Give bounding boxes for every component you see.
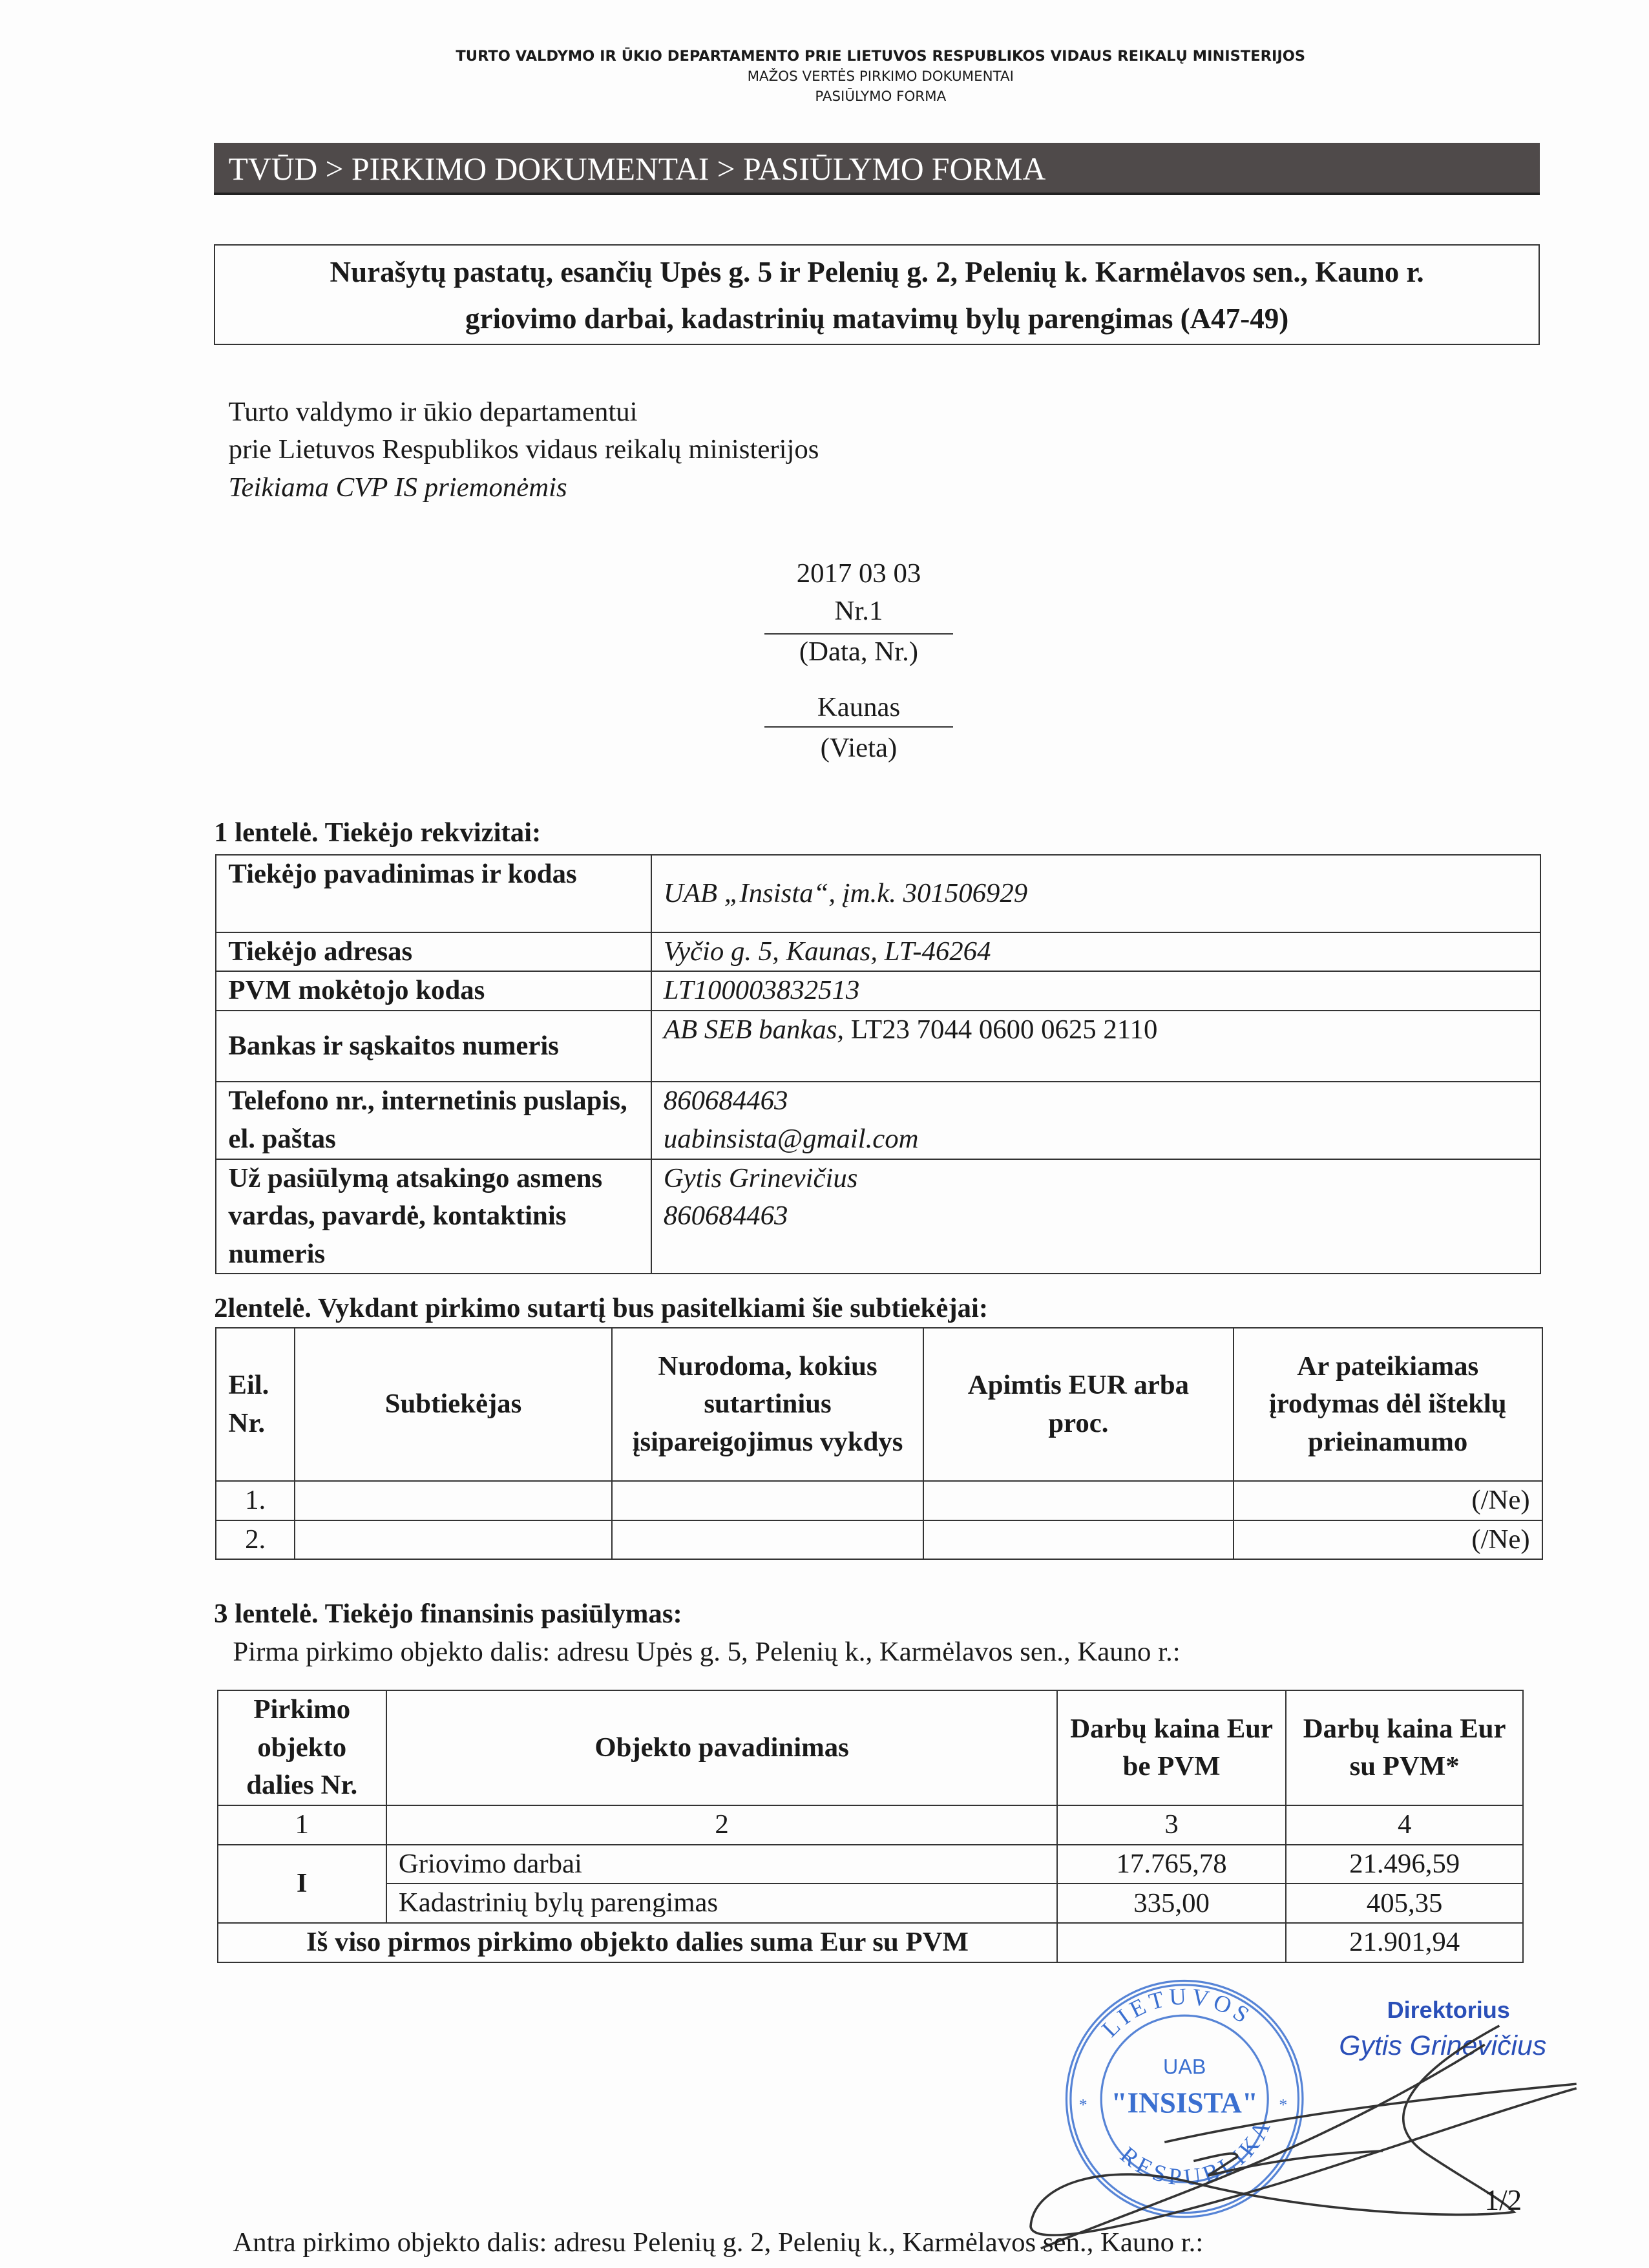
date-caption: (Data, Nr.) <box>799 636 919 667</box>
addressee-line-3: Teikiama CVP IS priemonėmis <box>228 472 567 503</box>
header-cell: Pirkimo objekto dalies Nr. <box>218 1690 386 1805</box>
header-cell: Darbų kaina Eur su PVM* <box>1286 1690 1523 1805</box>
total-value: 21.901,94 <box>1286 1923 1523 1962</box>
stamp-uab: UAB <box>1163 2055 1206 2079</box>
table-row <box>216 971 1540 1011</box>
column-number-row <box>218 1805 1524 1845</box>
row-label: Tiekėjo adresas <box>216 932 651 972</box>
contact-name: Gytis Grinevičius <box>663 1162 858 1193</box>
table-header-row <box>216 1328 1542 1481</box>
table-row <box>216 1481 1542 1520</box>
row-value <box>651 1082 1541 1159</box>
table3-subtitle: Pirma pirkimo objekto dalis: adresu Upės g. 5, Pelenių k., Karmėlavos sen., Kauno r.: <box>233 1636 1181 1667</box>
title-line-1: Nurašytų pastatų, esančių Upės g. 5 ir Pelenių g. 2, Pelenių k. Karmėlavos sen., Kauno r. <box>330 255 1424 288</box>
total-row <box>218 1923 1524 1962</box>
row-value: LT100003832513 <box>651 971 1541 1011</box>
contact-phone: 860684463 <box>663 1201 788 1232</box>
header-cell: Ar pateikiamas įrodymas dėl išteklų prieinamumo <box>1234 1328 1542 1481</box>
row-number: 1. <box>216 1481 295 1520</box>
header-line-2: MAŽOS VERTĖS PIRKIMO DOKUMENTAI <box>747 68 1014 85</box>
table-row <box>218 1845 1524 1884</box>
stamp-star: * <box>1079 2095 1088 2114</box>
stamp-name: "INSISTA" <box>1111 2086 1259 2119</box>
row-number: 2. <box>216 1520 295 1560</box>
cell <box>1057 1923 1286 1962</box>
supplier-details-table <box>215 854 1541 1274</box>
table3-caption: 3 lentelė. Tiekėjo finansinis pasiūlymas: <box>214 1599 682 1630</box>
header-cell: Darbų kaina Eur be PVM <box>1057 1690 1286 1805</box>
row-value <box>651 1159 1541 1274</box>
header-cell: Nurodoma, kokius sutartinius įsipareigojimus vykdys <box>612 1328 923 1481</box>
part-number: I <box>218 1845 386 1924</box>
place-value: Kaunas <box>817 691 901 722</box>
second-part-title: Antra pirkimo objekto dalis: adresu Pelenių g. 2, Pelenių k., Karmėlavos sen., Kauno r.: <box>233 2227 1204 2258</box>
table-row <box>218 1884 1524 1923</box>
signatory-name: Gytis Grinevičius <box>1339 2030 1547 2062</box>
table-row <box>216 1082 1540 1159</box>
signatory-title: Direktorius <box>1387 1997 1510 2024</box>
price-net: 335,00 <box>1057 1884 1286 1923</box>
col-number: 4 <box>1286 1805 1523 1845</box>
proof-cell: (/Ne) <box>1234 1481 1542 1520</box>
page-number: 1/2 <box>1484 2183 1522 2216</box>
cell <box>295 1481 612 1520</box>
handwritten-signature <box>1019 2008 1630 2256</box>
header-line-1: TURTO VALDYMO IR ŪKIO DEPARTAMENTO PRIE LIETUVOS RESPUBLIKOS VIDAUS REIKALŲ MINISTERIJOS <box>456 48 1306 65</box>
subcontractors-table <box>215 1327 1542 1560</box>
addressee-line-1: Turto valdymo ir ūkio departamentui <box>228 396 638 427</box>
table-row <box>216 932 1540 972</box>
total-label: Iš viso pirmos pirkimo objekto dalies suma Eur su PVM <box>218 1923 1058 1962</box>
date-value: 2017 03 03 <box>796 558 921 589</box>
price-net: 17.765,78 <box>1057 1845 1286 1884</box>
cell <box>612 1520 923 1560</box>
table-row <box>216 1520 1542 1560</box>
divider <box>764 633 954 635</box>
header-cell: Eil. Nr. <box>216 1328 295 1481</box>
place-caption: (Vieta) <box>820 733 898 763</box>
document-title <box>214 244 1540 344</box>
breadcrumb: TVŪD > PIRKIMO DOKUMENTAI > PASIŪLYMO FORMA <box>214 143 1540 195</box>
object-name: Griovimo darbai <box>386 1845 1057 1884</box>
table-row <box>216 1159 1540 1274</box>
cell <box>295 1520 612 1560</box>
table2-caption: 2lentelė. Vykdant pirkimo sutartį bus pasitelkiami šie subtiekėjai: <box>214 1293 989 1324</box>
doc-number: Nr.1 <box>834 596 883 627</box>
bank-name: AB SEB bankas, <box>663 1014 845 1045</box>
header-cell: Objekto pavadinimas <box>386 1690 1057 1805</box>
divider <box>764 726 954 728</box>
row-label: Tiekėjo pavadinimas ir kodas <box>216 855 651 932</box>
table1-caption: 1 lentelė. Tiekėjo rekvizitai: <box>214 817 541 848</box>
object-name: Kadastrinių bylų parengimas <box>386 1884 1057 1923</box>
row-label: PVM mokėtojo kodas <box>216 971 651 1011</box>
title-line-2: griovimo darbai, kadastrinių matavimų bylų parengimas (A47-49) <box>465 302 1289 335</box>
bank-account: LT23 7044 0600 0625 2110 <box>844 1014 1158 1045</box>
row-value: Vyčio g. 5, Kaunas, LT-46264 <box>651 932 1541 972</box>
addressee-line-2: prie Lietuvos Respublikos vidaus reikalų ministerijos <box>228 434 819 465</box>
table-header-row <box>218 1690 1524 1805</box>
row-label: Už pasiūlymą atsakingo asmens vardas, pavardė, kontaktinis numeris <box>216 1159 651 1274</box>
col-number: 2 <box>386 1805 1057 1845</box>
cell <box>923 1520 1234 1560</box>
row-value <box>651 1011 1541 1082</box>
price-gross: 405,35 <box>1286 1884 1523 1923</box>
stamp-top-text: LIETUVOS <box>1097 1982 1258 2042</box>
proof-cell: (/Ne) <box>1234 1520 1542 1560</box>
cell <box>612 1481 923 1520</box>
col-number: 3 <box>1057 1805 1286 1845</box>
email: uabinsista@gmail.com <box>663 1123 919 1154</box>
col-number: 1 <box>218 1805 386 1845</box>
row-label: Bankas ir sąskaitos numeris <box>216 1011 651 1082</box>
price-gross: 21.496,59 <box>1286 1845 1523 1884</box>
header-cell: Apimtis EUR arba proc. <box>923 1328 1234 1481</box>
header-line-3: PASIŪLYMO FORMA <box>815 89 947 105</box>
phone: 860684463 <box>663 1086 788 1117</box>
stamp-star: * <box>1279 2095 1288 2114</box>
stamp-bottom-text: RESPUBLIKA <box>1115 2113 1277 2191</box>
table-row <box>216 855 1540 932</box>
cell <box>923 1481 1234 1520</box>
table-row <box>216 1011 1540 1082</box>
header-cell: Subtiekėjas <box>295 1328 612 1481</box>
financial-offer-table <box>217 1690 1524 1963</box>
row-label: Telefono nr., internetinis puslapis, el. paštas <box>216 1082 651 1159</box>
row-value: UAB „Insista“, įm.k. 301506929 <box>651 855 1541 932</box>
